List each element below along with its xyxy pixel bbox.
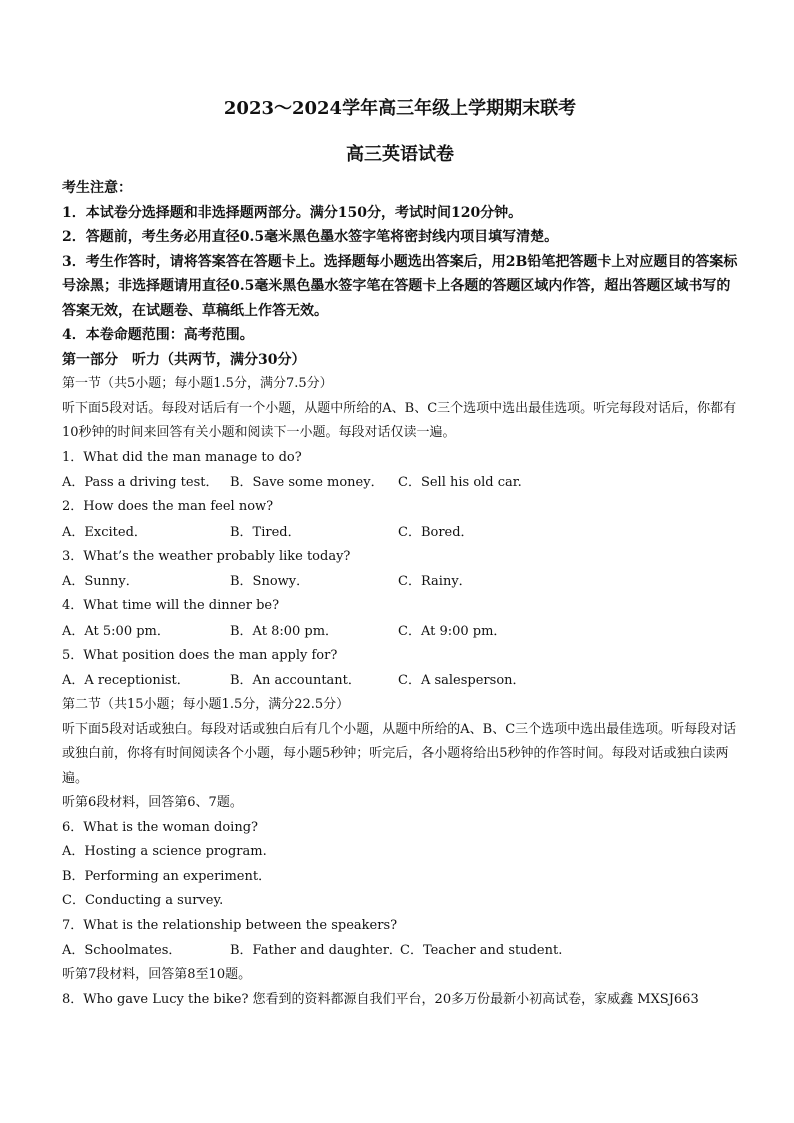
question-4 bbox=[62, 594, 738, 644]
question-stem: 5．What position does the man apply for? bbox=[62, 647, 338, 663]
option-a: A．Schoolmates． bbox=[62, 943, 182, 958]
option-b: B．Snowy． bbox=[230, 574, 310, 589]
question-stem: 4．What time will the dinner be? bbox=[62, 598, 280, 613]
exam-subtitle: 高三英语试卷 bbox=[346, 144, 454, 165]
option-a: A．Pass a driving test． bbox=[62, 475, 219, 490]
question-stem: 2．How does the man feel now? bbox=[62, 499, 274, 514]
section2-heading: 第二节（共15小题；每小题1.5分，满分22.5分） bbox=[62, 697, 350, 712]
option-a: A．At 5:00 pm． bbox=[62, 623, 170, 639]
question-6 bbox=[62, 816, 738, 914]
question-options bbox=[62, 470, 738, 495]
part1-title: 第一部分 听力（共两节，满分30分） bbox=[62, 351, 306, 368]
question-stem: 7．What is the relationship between the speakers? bbox=[62, 917, 398, 933]
option-c: C．Teacher and student. bbox=[400, 943, 563, 958]
option-a: A．A receptionist． bbox=[62, 673, 190, 688]
question-7 bbox=[62, 914, 738, 964]
notice-heading: 考生注意： bbox=[62, 180, 132, 196]
notice-item-1: 1．本试卷分选择题和非选择题两部分。满分150分，考试时间120分钟。 bbox=[62, 204, 523, 221]
question-3 bbox=[62, 545, 738, 595]
notice-item-3: 3．考生作答时，请将答案答在答题卡上。选择题每小题选出答案后，用2B铅笔把答题卡上对应题目的答案标号涂黑；非选择题请用直径0.5毫米黑色墨水签字笔在答题卡上各题的答题区域内作答，超出答题区域书写的答案无效，在试题卷、草稿纸上作答无效。 bbox=[62, 253, 738, 319]
option-c: C．At 9:00 pm． bbox=[398, 623, 507, 639]
option-b: B．An accountant． bbox=[230, 673, 361, 688]
option-a: A．Sunny． bbox=[62, 574, 139, 589]
question-options bbox=[62, 938, 738, 963]
question-8 bbox=[62, 988, 738, 1013]
question-1 bbox=[62, 446, 738, 496]
notice-item-4: 4．本卷命题范围：高考范围。 bbox=[62, 327, 254, 343]
question-options bbox=[62, 569, 738, 594]
question-options bbox=[62, 520, 738, 545]
option-b: B．Save some money． bbox=[230, 475, 384, 490]
question-stem: 1．What did the man manage to do? bbox=[62, 449, 302, 465]
question-stem: 8．Who gave Lucy the bike? 您看到的资料都源自我们平台，20多万份最新小初高试卷，家威鑫 MXSJ663 bbox=[62, 991, 699, 1007]
question-stem: 6．What is the woman doing? bbox=[62, 819, 259, 835]
option-b: B．At 8:00 pm． bbox=[230, 623, 339, 639]
notice-item-2: 2．答题前，考生务必用直径0.5毫米黑色墨水签字笔将密封线内项目填写清楚。 bbox=[62, 229, 559, 245]
section2-instructions: 听下面5段对话或独白。每段对话或独白后有几个小题，从题中所给的A、B、C三个选项中选出最佳选项。听每段对话或独白前，你将有时间阅读各个小题，每小题5秒钟；听完后，各小题将给出5秒钟的作答时间。每段对话或独白读两遍。 bbox=[62, 721, 737, 786]
option-c: C．Bored． bbox=[398, 524, 474, 540]
material-6-note: 听第6段材料，回答第6、7题。 bbox=[62, 795, 243, 810]
section1-instructions: 听下面5段对话。每段对话后有一个小题，从题中所给的A、B、C三个选项中选出最佳选项。听完每段对话后，你都有10秒钟的时间来回答有关小题和阅读下一小题。每段对话仅读一遍。 bbox=[62, 400, 737, 440]
option-c: C．Sell his old car. bbox=[398, 475, 522, 490]
option-c: C．Conducting a survey. bbox=[62, 893, 224, 908]
question-stem: 3．What’s the weather probably like today? bbox=[62, 548, 351, 564]
option-a: A．Excited． bbox=[62, 524, 147, 540]
option-b: B．Father and daughter． bbox=[230, 943, 402, 958]
option-b: B．Tired． bbox=[230, 524, 301, 540]
exam-title: 2023～2024学年高三年级上学期期末联考 bbox=[223, 98, 577, 119]
question-5 bbox=[62, 644, 738, 694]
question-options bbox=[62, 619, 738, 644]
material-7-note: 听第7段材料，回答第8至10题。 bbox=[62, 967, 252, 982]
option-c: C．Rainy． bbox=[398, 574, 472, 589]
notice-block bbox=[62, 176, 738, 348]
option-c: C．A salesperson． bbox=[398, 673, 526, 688]
question-2 bbox=[62, 495, 738, 545]
option-b: B．Performing an experiment． bbox=[62, 868, 272, 884]
question-options bbox=[62, 668, 738, 693]
option-a: A．Hosting a science program. bbox=[62, 844, 267, 859]
section1-heading: 第一节（共5小题；每小题1.5分，满分7.5分） bbox=[62, 376, 333, 391]
